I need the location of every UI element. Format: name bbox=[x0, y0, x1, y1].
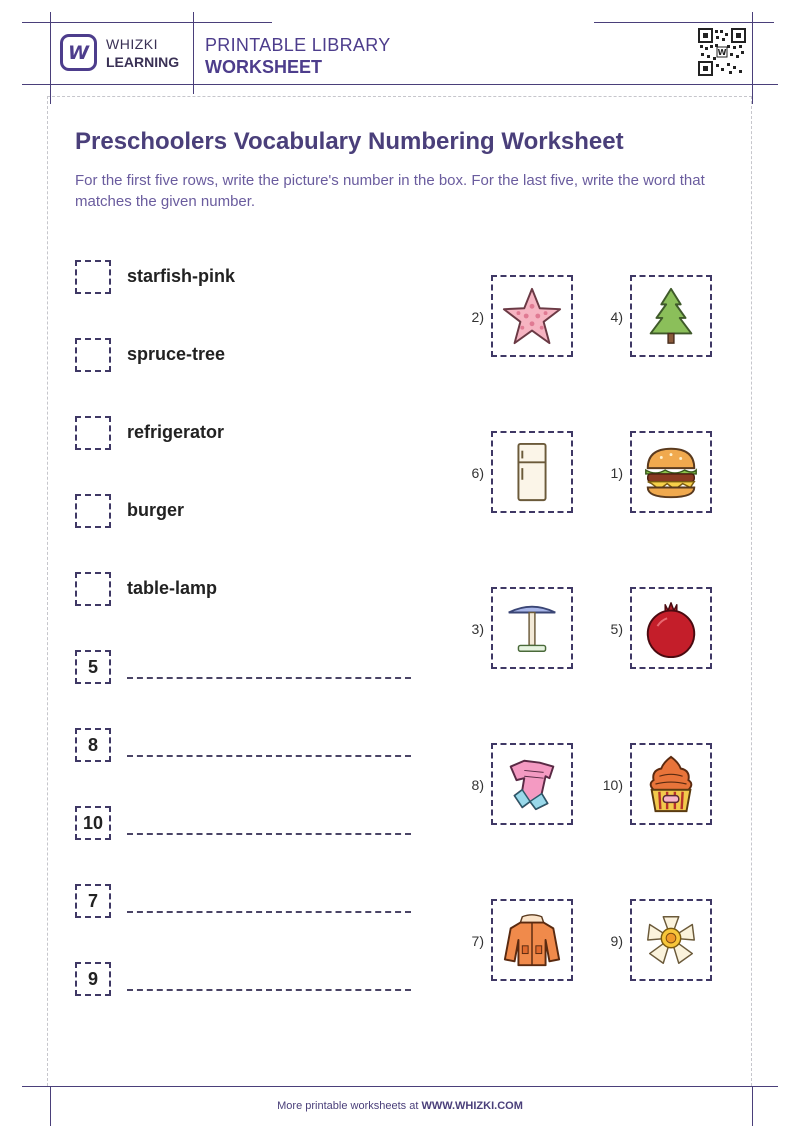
header-top-rule-right bbox=[594, 22, 774, 23]
jacket-icon bbox=[501, 909, 563, 971]
header-bottom-rule bbox=[22, 84, 778, 85]
vocab-word: table-lamp bbox=[127, 578, 218, 598]
picture-box bbox=[630, 743, 712, 825]
logo-line1: WHIZKI bbox=[106, 36, 158, 52]
picture-label: 6) bbox=[471, 465, 484, 481]
picture-box bbox=[630, 275, 712, 357]
picture-box bbox=[491, 899, 573, 981]
answer-box[interactable] bbox=[75, 260, 111, 294]
vocab-word: refrigerator bbox=[127, 422, 225, 442]
answer-box[interactable] bbox=[75, 494, 111, 528]
page-title: Preschoolers Vocabulary Numbering Worksheet bbox=[75, 128, 624, 155]
footer-rule bbox=[22, 1086, 778, 1087]
header-divider-right bbox=[752, 12, 753, 104]
logo-line2: LEARNING bbox=[106, 54, 180, 70]
picture-box bbox=[491, 275, 573, 357]
picture-box bbox=[630, 899, 712, 981]
picture-label: 5) bbox=[610, 621, 623, 637]
vocab-word: starfish-pink bbox=[127, 266, 236, 286]
given-number-box: 8 bbox=[75, 728, 111, 762]
footer-prefix: More printable worksheets at bbox=[277, 1100, 422, 1112]
picture-label: 10) bbox=[602, 777, 623, 793]
starfish-icon bbox=[501, 285, 563, 347]
picture-box bbox=[491, 587, 573, 669]
footer-site-link[interactable]: WWW.WHIZKI.COM bbox=[421, 1100, 523, 1112]
library-line1: PRINTABLE LIBRARY bbox=[205, 35, 391, 55]
answer-blank-line[interactable] bbox=[127, 755, 411, 757]
answer-blank-line[interactable] bbox=[127, 677, 411, 679]
picture-label: 7) bbox=[471, 933, 484, 949]
answer-blank-line[interactable] bbox=[127, 833, 411, 835]
instructions: For the first five rows, write the picture's number in the box. For the last five, write the word that matches the given number. bbox=[75, 172, 705, 210]
picture-label: 2) bbox=[471, 309, 484, 325]
refrigerator-icon bbox=[501, 441, 563, 503]
picture-label: 9) bbox=[610, 933, 623, 949]
given-number-box: 5 bbox=[75, 650, 111, 684]
dress-icon bbox=[501, 753, 563, 815]
picture-label: 1) bbox=[610, 465, 623, 481]
picture-box bbox=[491, 431, 573, 513]
daffodil-icon bbox=[640, 909, 702, 971]
burger-icon bbox=[640, 441, 702, 503]
logo-badge bbox=[60, 34, 97, 71]
given-number-box: 7 bbox=[75, 884, 111, 918]
answer-blank-line[interactable] bbox=[127, 989, 411, 991]
logo-text bbox=[106, 35, 179, 71]
footer bbox=[0, 1100, 800, 1112]
table-lamp-icon bbox=[501, 597, 563, 659]
vocab-word: spruce-tree bbox=[127, 344, 226, 364]
answer-box[interactable] bbox=[75, 338, 111, 372]
library-line2: WORKSHEET bbox=[205, 57, 322, 77]
logo-letter: W bbox=[68, 41, 89, 64]
answer-box[interactable] bbox=[75, 572, 111, 606]
header-top-rule bbox=[22, 22, 272, 23]
given-number-box: 10 bbox=[75, 806, 111, 840]
pomegranate-icon bbox=[640, 597, 702, 659]
answer-box[interactable] bbox=[75, 416, 111, 450]
picture-box bbox=[491, 743, 573, 825]
picture-box bbox=[630, 431, 712, 513]
picture-box bbox=[630, 587, 712, 669]
library-heading bbox=[205, 34, 391, 78]
svg-text:W: W bbox=[717, 48, 727, 57]
header-divider-mid bbox=[193, 12, 194, 94]
vocab-word: burger bbox=[127, 500, 185, 520]
picture-label: 4) bbox=[610, 309, 623, 325]
picture-label: 8) bbox=[471, 777, 484, 793]
qr-code-icon[interactable] bbox=[698, 28, 746, 76]
cupcake-icon bbox=[640, 753, 702, 815]
picture-label: 3) bbox=[471, 621, 484, 637]
spruce-tree-icon bbox=[640, 285, 702, 347]
header-divider-left bbox=[50, 12, 51, 104]
given-number-box: 9 bbox=[75, 962, 111, 996]
answer-blank-line[interactable] bbox=[127, 911, 411, 913]
